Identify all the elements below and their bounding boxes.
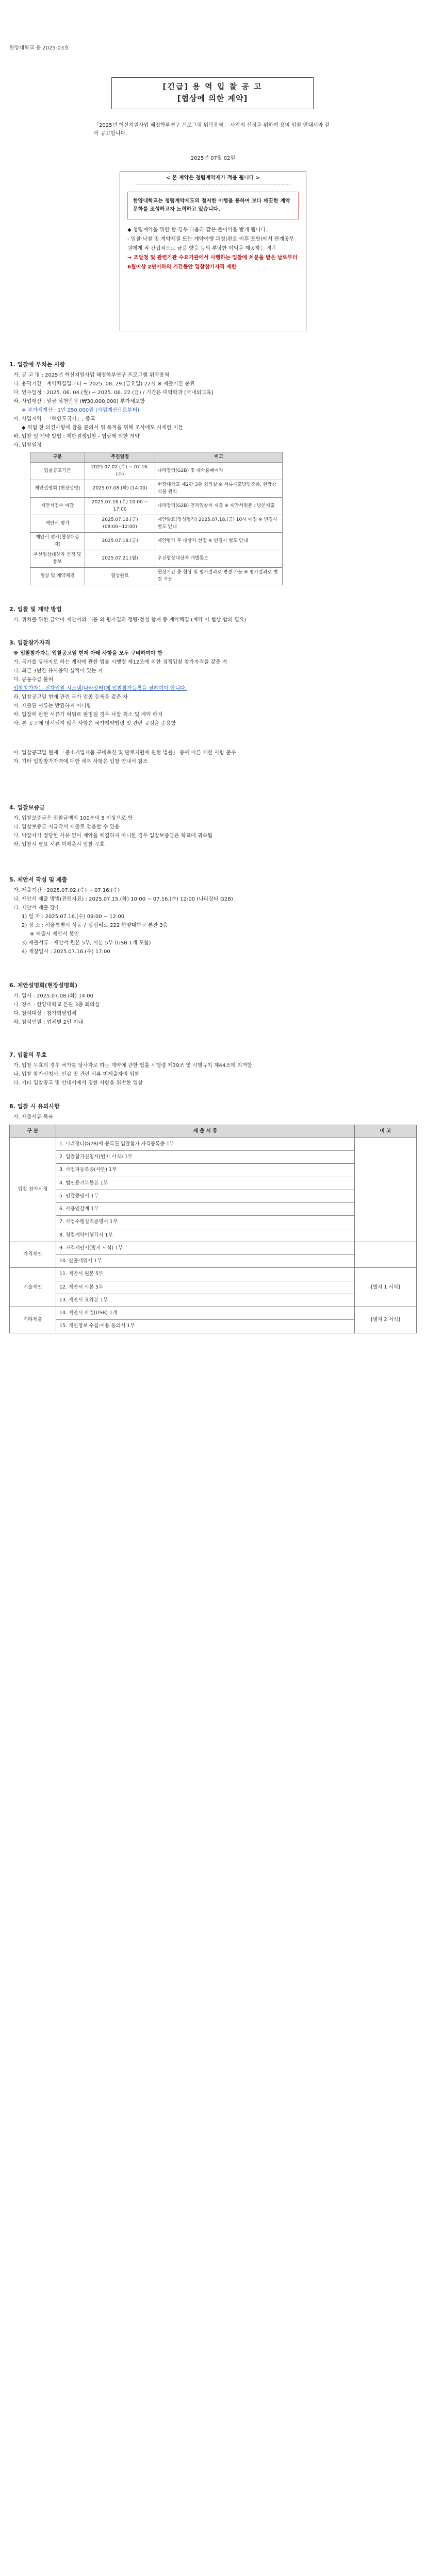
table-cell-category: 기타제출 (10, 1307, 56, 1333)
submission-documents-table (9, 1125, 417, 1333)
section-line: 가. 공 고 명 : 2025년 혁신지원사업 혜정학부연구 프로그램 위탁용역 (13, 372, 170, 378)
section-line: 라. 참석인원 : 업체별 2인 이내 (13, 1019, 84, 1025)
table-row (30, 533, 283, 550)
section-heading: 4. 입찰보증금 (9, 804, 45, 811)
section-7 (9, 1051, 417, 1088)
section-line: 2) 장 소 : 서울특별시 성동구 왕십리로 222 한양대학교 본관 3층 (22, 922, 168, 928)
section-3 (9, 639, 417, 766)
announcement-date: 2025년 07월 02일 (190, 156, 236, 161)
section-6 (9, 981, 417, 1027)
notice-paragraph: 한양대학교는 청렴계약제도의 철저한 이행을 통하여 보다 깨끗한 계약 문화를 조성하고자 노력하고 있습니다. (127, 192, 299, 219)
table-cell: 2025.07.02.(수) ~ 07.16.(수) (85, 463, 155, 480)
section-heading: 6. 제안설명회(현장설명회) (9, 982, 77, 989)
table-cell: 제안설명회 (현장설명) (30, 480, 85, 498)
notice-list (127, 226, 299, 272)
document-number: 한양대학교 용 2025-03호 (9, 45, 69, 51)
table-row (30, 480, 283, 498)
announcement-subtitle: [협상에 의한 계약] (177, 93, 248, 103)
table-header: 구 분 (10, 1125, 56, 1138)
section-heading: 5. 제안서 작성 및 제출 (9, 876, 68, 883)
section-heading: 2. 입찰 및 계약 방법 (9, 606, 62, 613)
notice-item: ◆ 청렴계약을 위한 할 경우 다음과 같은 불이익을 받게 됩니다. (127, 227, 268, 233)
table-cell: 2025.07.18.(금) (85, 533, 155, 550)
table-cell: 제안발표(정성평가) 2025.07.18.(금) 10시 예정 ※ 변경시 별도 안내 (155, 515, 283, 533)
table-cell: 1. 나라장터(G2B)에 등록된 입찰참가 자격등록증 1부 (56, 1138, 355, 1150)
section-line: 나. 용역기간 : 계약체결일부터 ~ 2025. 08. 29.(금요일) 22시 ※ 제출기간 종료 (13, 381, 195, 387)
section-line: 다. 공동수급 불허 (13, 676, 54, 683)
table-cell: 11. 제안서 원본 5부 (56, 1268, 355, 1281)
table-row (30, 568, 283, 585)
table-header: 추진일정 (85, 452, 155, 463)
section-line: 가. 위치를 위한 금액이 제안서의 내용 외 평가결과 정량·정성 합계 등 계약체결 (계약 시 협상 합의 필요) (13, 617, 247, 623)
section-1 (9, 361, 417, 587)
section-8 (9, 1103, 417, 1333)
section-5 (9, 876, 417, 956)
table-row (30, 550, 283, 568)
section-line: 나. 입찰보증금 지급각서 제출로 갈음할 수 있음 (13, 824, 120, 830)
table-cell: 3. 사업자등록증(사본) 1부 (56, 1164, 355, 1177)
table-cell: 나라장터(G2B) 및 대학홈페이지 (155, 463, 283, 480)
section-heading: 3. 입찰참가자격 (9, 639, 51, 646)
table-cell: 협상 및 계약체결 (30, 568, 85, 585)
section-line: 다. 참석대상 : 참가희망업체 (13, 1010, 77, 1016)
table-cell: 2025.07.18.(금) (08:00~12:00) (85, 515, 155, 533)
title-box (111, 77, 314, 109)
section-line: 아. 입찰공고일 현재 「중소기업제품 구매촉진 및 판로지원에 관한 법률」 등에 따른 제한 사항 준수 (13, 750, 236, 756)
table-cell-note (355, 1138, 417, 1242)
table-header: 제 출 서 류 (56, 1125, 355, 1138)
section-line: ※ 부가세계산 : 1인 250,000원 (사업계산으로부터) (22, 407, 140, 413)
table-header: 구분 (30, 452, 85, 463)
notice-item: → 조달청 및 관련기관 수요기관에서 사행하는 입찰에 처분을 받은 날로부터 6월이상 2년이하의 기간동안 입찰참가자격 제한 (127, 255, 298, 270)
table-row (10, 1242, 417, 1255)
table-cell: 협상완료 (85, 568, 155, 585)
table-row (30, 515, 283, 533)
table-cell-category: 기술제안 (10, 1268, 56, 1307)
section-line: 나. 장소 : 한양대학교 본관 3층 회의실 (13, 1002, 100, 1008)
table-header: 비고 (155, 452, 283, 463)
section-line: 가. 일시 : 2025.07.08.(화) 14:00 (13, 993, 93, 999)
table-cell: 5. 인감증명서 1부 (56, 1190, 355, 1202)
section-line: 라. 입찰시 필요 서류 미제출시 입찰 무효 (13, 841, 105, 848)
section-line: 바. 입찰 및 계약 방법 : 제한경쟁입찰 - 협상에 의한 계약 (13, 433, 140, 439)
table-cell-note: [별지 1 서식] (355, 1268, 417, 1307)
section-heading: 1. 입찰에 부치는 사항 (9, 361, 65, 368)
notice-title: < 본 계약은 청렴계약제가 적용 됩니다 > (136, 172, 290, 184)
section-line: 나. 입찰 참가신청서, 인감 및 관련 서류 미제출자의 입찰 (13, 1071, 140, 1077)
table-cell: 제안서 평가(협상대상자) (30, 533, 85, 550)
table-cell: 제안서접수 마감 (30, 498, 85, 515)
table-cell-note: [별지 2 서식] (355, 1307, 417, 1333)
intro-paragraph: 「2025년 혁신지원사업 혜정학부연구 프로그램 위탁용역」 사업의 선정을 위하여 용역 입찰 안내서와 같이 공고합니다. (94, 123, 330, 137)
section-line: 마. 사업지역 : 「혜인도국가」, 중고 (13, 416, 95, 422)
section-line: 가. 제출서류 목록 (13, 1114, 54, 1120)
section-line: 라. 사업예산 : 일금 삼천만원 (₩30,000,000) 부가세포함 (13, 398, 145, 404)
table-cell: 협상기간 중 협상 및 평가결과로 변경 가능 ※ 평가결과로 변경 가능 (155, 568, 283, 585)
section-line: 라. 입찰공고일 현재 관련 국가 업종 등록을 갖춘 자 (13, 694, 128, 700)
table-cell: 입찰공고기간 (30, 463, 85, 480)
table-cell: 나라장터(G2B) 전자입찰서 제출 ※ 제안서원본 : 방문제출 (155, 498, 283, 515)
table-cell-category: 가격제안 (10, 1242, 56, 1268)
table-cell: 2025.07.21.(월) (85, 550, 155, 568)
table-cell-note (355, 1242, 417, 1268)
table-cell: 9. 가격제안서(별지 서식) 1부 (56, 1242, 355, 1255)
table-cell: 현장대학교 제2관 3층 회의실 ※ 서류제출방법준용, 현장참석불 원칙 (155, 480, 283, 498)
table-cell: 4. 법인등기부등본 1부 (56, 1177, 355, 1190)
table-cell: 제안평가 후 대상자 선정 ※ 변경시 별도 안내 (155, 533, 283, 550)
section-2 (9, 605, 417, 624)
table-cell: 14. 제안서 파일(USB) 1개 (56, 1307, 355, 1320)
section-line: 바. 입찰에 관한 서류가 허위로 판명된 경우 낙찰 취소 및 계약 해지 (13, 711, 163, 718)
section-line: 자. 기타 입찰참가자격에 대한 세부 사항은 입찰 안내서 참조 (13, 758, 148, 765)
section-line: 다. 제안서 제출 장소 (13, 905, 60, 911)
section-line: 사. 본 공고에 명시되지 않은 사항은 국가계약법령 및 관련 규정을 준용함 (13, 720, 176, 726)
table-cell: 우선협상대상자 선정 및 통보 (30, 550, 85, 568)
table-row (30, 463, 283, 480)
table-cell: 2025.07.08.(화) (14:00) (85, 480, 155, 498)
table-cell: 7. 사업수행실적증명서 1부 (56, 1216, 355, 1229)
table-cell: 10. 산출내역서 1부 (56, 1255, 355, 1268)
section-line: 3) 제출서류 : 제안서 원본 5부, 사본 5부 (USB 1개 포함) (22, 940, 151, 946)
integrity-notice-box (120, 172, 306, 331)
table-cell: 8. 청렴계약이행각서 1부 (56, 1229, 355, 1242)
table-cell: 제안서 평가 (30, 515, 85, 533)
table-cell: 13. 제안서 요약본 1부 (56, 1294, 355, 1307)
section-line: 마. 제출된 서류는 반환하지 아니함 (13, 703, 92, 709)
section-line: 가. 입찰 무효의 경우 국가를 당사자로 하는 계약에 관한 법률 시행령 제39조 및 시행규칙 제44조에 의거함 (13, 1062, 252, 1069)
table-header: 비 고 (355, 1125, 417, 1138)
notice-item: - 입찰·낙찰 및 계약체결 또는 계약이행 과정(완료 이후 포함)에서 관계공무원에게 직·간접적으로 금품·향응 등의 부당한 이익을 제공하는 경우 (127, 236, 294, 251)
table-cell: 2. 입찰참가신청서(별지 서식) 1부 (56, 1151, 355, 1164)
table-cell: 15. 개인정보 수집·이용 동의서 1부 (56, 1320, 355, 1333)
section-line: ※ 입찰참가자는 입찰공고일 현재 아래 사항을 모두 구비하여야 함 (13, 650, 162, 656)
table-row (10, 1138, 417, 1150)
table-row (30, 498, 283, 515)
section-line: 나. 최근 3년간 유사용역 실적이 있는 자 (13, 668, 103, 674)
section-heading: 8. 입찰 시 유의사항 (9, 1103, 60, 1110)
table-cell: 12. 제안서 사본 5부 (56, 1281, 355, 1294)
section-line: 사. 입찰일정 (13, 442, 42, 448)
table-row (10, 1307, 417, 1320)
table-cell-category: 입찰 참가신청 (10, 1138, 56, 1242)
table-row (10, 1268, 417, 1281)
section-line: 다. 연수일정 : 2025. 06. 04.(월) ~ 2025. 06. 22.(금) / 기간은 대학학과 [국내외교육] (13, 389, 214, 396)
section-line: 가. 제출기간 : 2025.07.02.(수) ~ 07.16.(수) (13, 887, 120, 893)
section-heading: 7. 입찰의 무효 (9, 1052, 47, 1058)
bid-schedule-table (30, 452, 283, 586)
announcement-title: [긴급] 용 역 입 찰 공 고 (162, 82, 263, 91)
section-line: 가. 국가를 당사자로 하는 계약에 관한 법률 시행령 제12조에 의한 경쟁입찰 참가자격을 갖춘 자 (13, 659, 227, 665)
section-4 (9, 804, 417, 849)
section-line: 다. 낙찰자가 정당한 사유 없이 계약을 체결하지 아니한 경우 입찰보증금은 학교에 귀속됨 (13, 833, 212, 839)
table-cell: 6. 사용인감계 1부 (56, 1203, 355, 1216)
section-line: 나. 제안서 제출 방법(관련자료) : 2025.07.15.(화) 10:00 ~ 07.16.(수) 12:00 (나라장터 G2B) (13, 896, 233, 902)
table-cell: 2025.07.16.(수) 10:00 ~ 17:00 (85, 498, 155, 515)
section-line: 4) 개찰일시 : 2025.07.16.(수) 17:00 (22, 948, 110, 955)
section-line: 1) 일 자 : 2025.07.16.(수) 09:00 ~ 12:00 (22, 913, 125, 920)
table-cell: 우선협상대상자 개별통보 (155, 550, 283, 568)
section-line-highlight: 입찰참가자는 전자입찰 시스템(나라장터)에 입찰참가등록을 필하여야 합니다. (13, 685, 187, 691)
section-line: ◆ 위험 한 의견사항에 참을 문의서 위 목적을 위해 조사에도 시세한 이들 (22, 425, 184, 431)
section-line: 가. 입찰보증금은 입찰금액의 100분의 5 이상으로 함 (13, 815, 133, 821)
section-line: ※ 제출시 제안서 봉인 (30, 931, 79, 937)
section-line: 다. 기타 입찰공고 및 안내서에서 정한 사항을 위반한 입찰 (13, 1080, 143, 1086)
